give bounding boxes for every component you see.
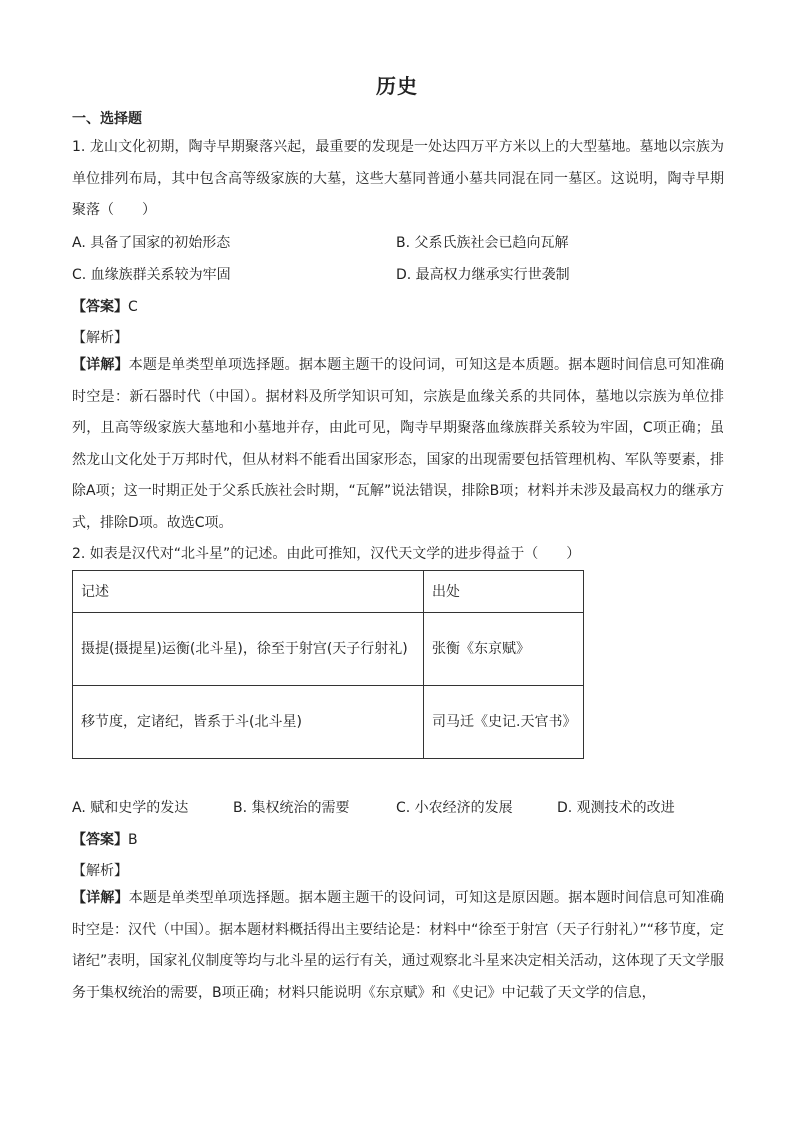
answer-label: 【答案】 [72,299,128,315]
page-title: 历史 [376,74,418,98]
q2-option-d: D. 观测技术的改进 [557,800,675,816]
q2-option-c: C. 小农经济的发展 [396,800,513,816]
detail-text: 本题是单类型单项选择题。据本题主题干的设问词，可知这是原因题。据本题时间信息可知准确时空是：汉代（中国）。据本题材料概括得出主要结论是：材料中“徐至于射宫（天子行射礼）”“移节度，定诸纪”表明，国家礼仪制度等均与北斗星的运行有关，通过观察北斗星来决定相关活动，这体现了天文学服务于集权统治的需要，B项正确；材料只能说明《东京赋》和《史记》中记载了天文学的信息， [72,890,725,1001]
q1-answer [72,296,138,316]
q2-table [72,570,584,759]
q1-detail [72,350,724,539]
answer-value: B [128,832,138,848]
detail-label: 【详解】 [72,890,129,906]
table-cell: 摄提(摄提星)运衡(北斗星)，徐至于射宫(天子行射礼) [73,613,424,686]
table-row [73,686,584,759]
table-header-row [73,571,584,613]
detail-text: 本题是单类型单项选择题。据本题主题干的设问词，可知这是本质题。据本题时间信息可知准确时空是：新石器时代（中国）。据材料及所学知识可知，宗族是血缘关系的共同体，墓地以宗族为单位排列，且高等级家族大墓地和小墓地并存，由此可见，陶寺早期聚落血缘族群关系较为牢固，C项正确；虽然龙山文化处于万邦时代，但从材料不能看出国家形态，国家的出现需要包括管理机构、军队等要素，排除A项；这一时期正处于父系氏族社会时期，“瓦解”说法错误，排除B项；材料并未涉及最高权力的继承方式，排除D项。故选C项。 [72,357,725,531]
table-header-cell: 记述 [73,571,424,613]
q1-option-a: A. 具备了国家的初始形态 [72,235,231,251]
table-cell: 移节度，定诸纪，皆系于斗(北斗星) [73,686,424,759]
q2-option-a: A. 赋和史学的发达 [72,800,189,816]
table-cell: 司马迁《史记.天官书》 [424,686,584,759]
table-row [73,613,584,686]
q1-option-c: C. 血缘族群关系较为牢固 [72,267,231,283]
q2-detail [72,883,724,1009]
answer-label: 【答案】 [72,832,128,848]
q1-stem: 1. 龙山文化初期，陶寺早期聚落兴起，最重要的发现是一处达四万平方米以上的大型墓地。墓地以宗族为单位排列布局，其中包含高等级家族的大墓，这些大墓同普通小墓共同混在同一墓区。这说明，陶寺早期聚落（ ） [72,139,724,218]
table-header-cell: 出处 [424,571,584,613]
q2-answer [72,829,138,849]
detail-label: 【详解】 [72,357,129,373]
q1-option-b: B. 父系氏族社会已趋向瓦解 [396,235,569,251]
q2-option-b: B. 集权统治的需要 [233,800,350,816]
answer-value: C [128,299,138,315]
q2-stem: 2. 如表是汉代对“北斗星”的记述。由此可推知，汉代天文学的进步得益于（ ） [72,546,581,562]
q2-analysis-label: 【解析】 [72,863,128,879]
q1-option-d: D. 最高权力继承实行世袭制 [396,267,570,283]
table-cell: 张衡《东京赋》 [424,613,584,686]
q1-analysis-label: 【解析】 [72,330,128,346]
section-heading: 一、选择题 [72,111,142,127]
